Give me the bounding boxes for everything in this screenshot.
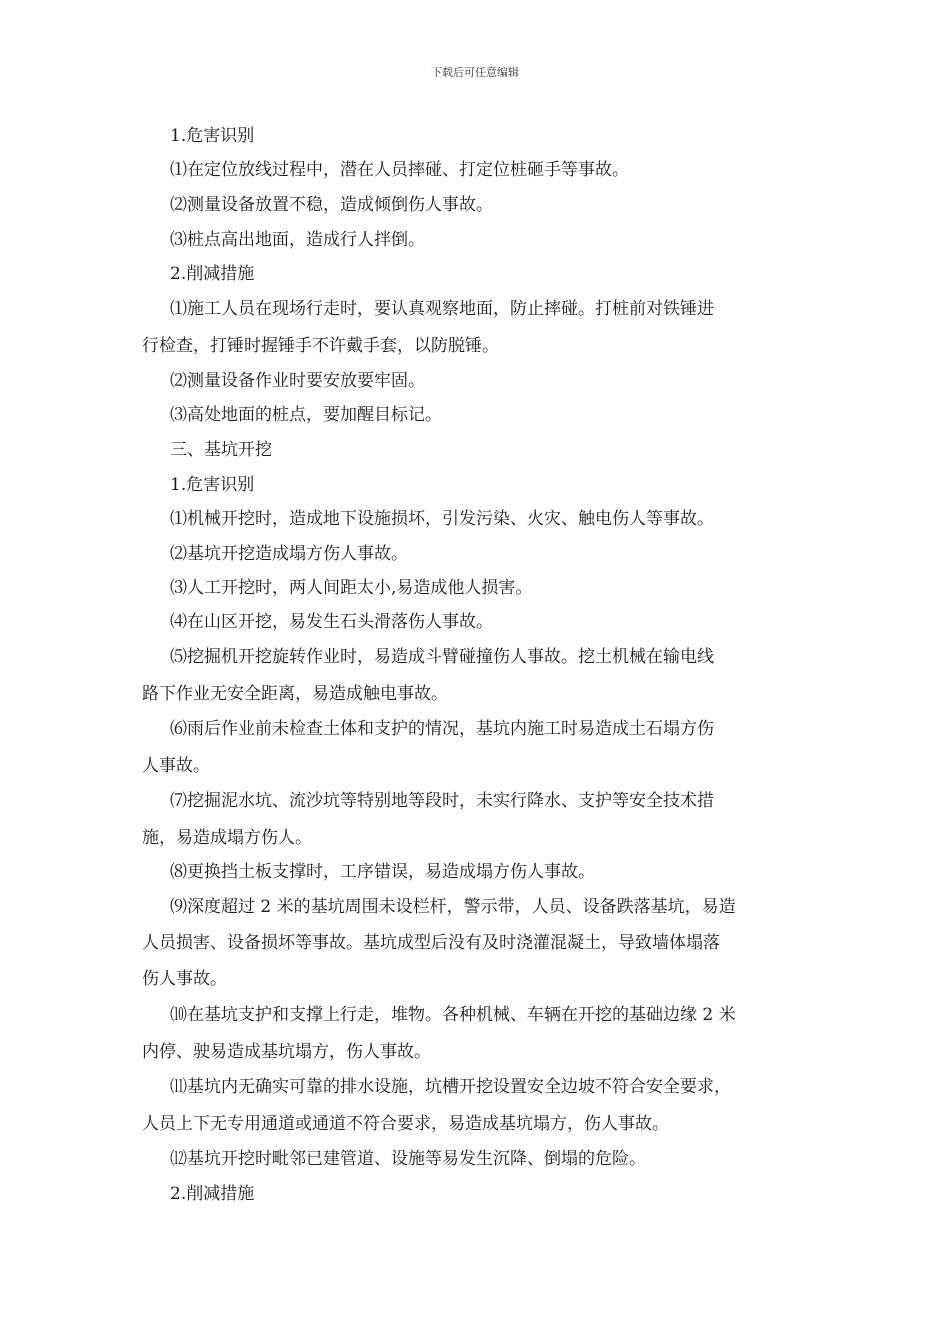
paragraph-line: ⑾基坑内无确实可靠的排水设施，坑槽开挖设置安全边坡不符合安全要求， (170, 1077, 731, 1097)
paragraph-line: ⑴施工人员在现场行走时，要认真观察地面，防止摔碰。打桩前对铁锤进 (170, 299, 714, 319)
paragraph-line: ⑻更换挡土板支撑时，工序错误，易造成塌方伤人事故。 (170, 862, 595, 882)
section-heading: 2.削减措施 (170, 264, 255, 284)
section-heading: 2.削减措施 (170, 1184, 255, 1204)
paragraph-line: 人员损害、设备损坏等事故。基坑成型后没有及时浇灌混凝土，导致墙体塌落 (142, 933, 720, 953)
paragraph-line: ⑿基坑开挖时毗邻已建管道、设施等易发生沉降、倒塌的危险。 (170, 1149, 646, 1169)
paragraph-line: ⑴在定位放线过程中，潜在人员摔碰、打定位桩砸手等事故。 (170, 160, 629, 180)
paragraph-line: 伤人事故。 (142, 969, 227, 989)
paragraph-line: ⑺挖掘泥水坑、流沙坑等特别地等段时，未实行降水、支护等安全技术措 (170, 791, 714, 811)
paragraph-line: ⑷在山区开挖，易发生石头滑落伤人事故。 (170, 612, 493, 632)
paragraph-line: 人事故。 (142, 756, 210, 776)
paragraph-line: ⑴机械开挖时，造成地下设施损坏，引发污染、火灾、触电伤人等事故。 (170, 509, 714, 529)
section-heading: 1.危害识别 (170, 475, 255, 495)
paragraph-line: ⑹雨后作业前未检查土体和支护的情况，基坑内施工时易造成土石塌方伤 (170, 719, 714, 739)
paragraph-line: ⑸挖掘机开挖旋转作业时，易造成斗臂碰撞伤人事故。挖土机械在输电线 (170, 647, 714, 667)
paragraph-line: ⑼深度超过 2 米的基坑周围未设栏杆，警示带，人员、设备跌落基坑，易造 (170, 897, 736, 917)
paragraph-line: ⑶桩点高出地面，造成行人拌倒。 (170, 230, 425, 250)
paragraph-line: 人员上下无专用通道或通道不符合要求，易造成基坑塌方，伤人事故。 (142, 1114, 669, 1134)
section-heading: 1.危害识别 (170, 126, 255, 146)
paragraph-line: ⑶人工开挖时，两人间距太小,易造成他人损害。 (170, 578, 533, 598)
paragraph-line: 行检查，打锤时握锤手不许戴手套，以防脱锤。 (142, 336, 499, 356)
paragraph-line: ⑵测量设备作业时要安放要牢固。 (170, 371, 425, 391)
paragraph-line: 内停、驶易造成基坑塌方，伤人事故。 (142, 1042, 431, 1062)
paragraph-line: ⑵测量设备放置不稳，造成倾倒伤人事故。 (170, 195, 493, 215)
paragraph-line: 路下作业无安全距离，易造成触电事故。 (142, 684, 448, 704)
paragraph-line: ⑶高处地面的桩点，要加醒目标记。 (170, 405, 442, 425)
paragraph-line: ⑵基坑开挖造成塌方伤人事故。 (170, 544, 408, 564)
paragraph-line: ⑽在基坑支护和支撑上行走，堆物。各种机械、车辆在开挖的基础边缘 2 米 (170, 1005, 736, 1025)
page-header: 下载后可任意编辑 (431, 66, 519, 79)
section-heading: 三、基坑开挖 (170, 440, 272, 460)
paragraph-line: 施，易造成塌方伤人。 (142, 828, 312, 848)
